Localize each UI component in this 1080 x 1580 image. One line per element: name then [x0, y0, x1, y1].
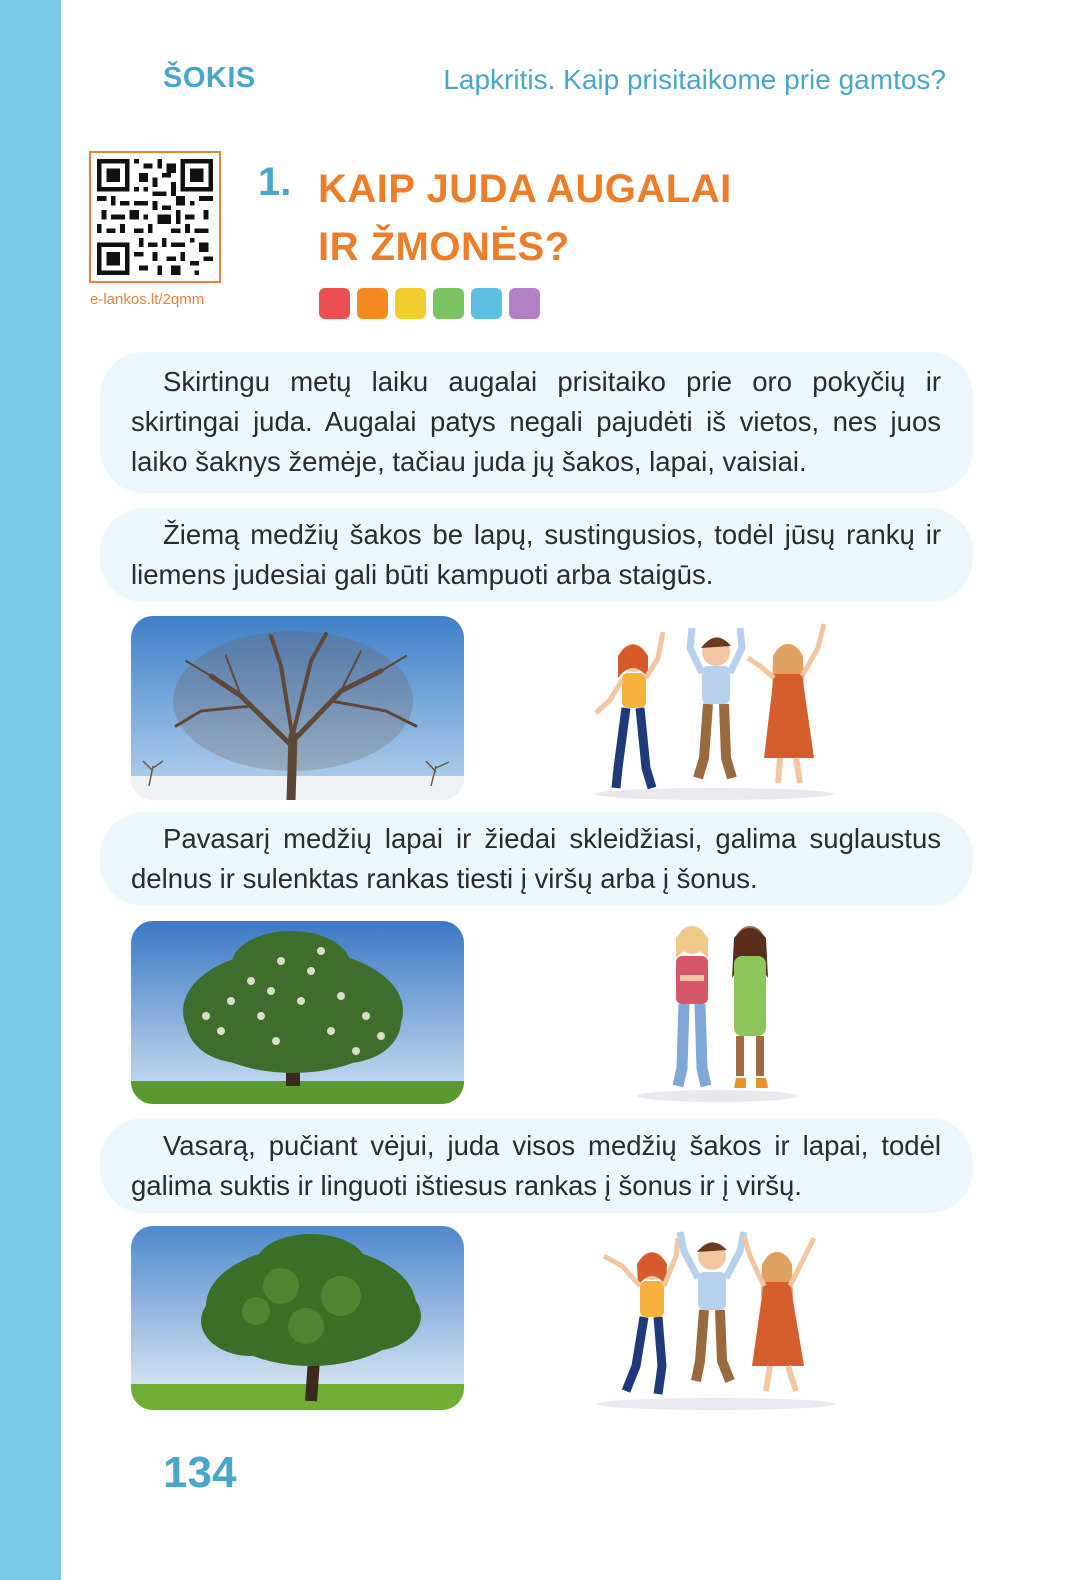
color-square-orange — [357, 288, 388, 319]
blooming-tree-image — [131, 921, 464, 1104]
color-square-blue — [471, 288, 502, 319]
color-squares — [319, 288, 540, 319]
winter-text: Žiemą medžių šakos be lapų, sustingusios, todėl jūsų rankų ir liemens judesiai gali būti kampuoti arba staigūs. — [131, 519, 941, 590]
winter-paragraph — [100, 508, 973, 602]
bare-tree-image — [131, 616, 464, 800]
leafy-tree-image — [131, 1226, 464, 1410]
winter-kids-illustration — [588, 618, 840, 802]
qr-code[interactable] — [89, 151, 221, 283]
lesson-number: 1. — [258, 160, 292, 204]
color-square-red — [319, 288, 350, 319]
lesson-title — [318, 160, 732, 276]
qr-code-icon — [97, 159, 213, 275]
spring-text: Pavasarį medžių lapai ir žiedai skleidžiasi, galima suglaustus delnus ir sulenktas rankas tiesti į viršų arba į šonus. — [131, 823, 941, 894]
page-number: 134 — [163, 1448, 237, 1497]
side-color-strip — [0, 0, 61, 1580]
color-square-purple — [509, 288, 540, 319]
spring-kids-illustration — [632, 918, 802, 1104]
intro-paragraph — [100, 352, 973, 493]
topic-header: Lapkritis. Kaip prisitaikome prie gamtos? — [443, 64, 946, 95]
winter-tree-photo — [131, 616, 464, 800]
intro-text: Skirtingu metų laiku augalai prisitaiko prie oro pokyčių ir skirtingai juda. Augalai patys negali pajudėti iš vietos, nes juos laiko šaknys žemėje, tačiau juda jų šakos, lapai, vaisiai. — [131, 366, 941, 477]
color-square-yellow — [395, 288, 426, 319]
spring-tree-photo — [131, 921, 464, 1104]
spring-paragraph — [100, 812, 973, 906]
summer-kids-illustration — [592, 1226, 840, 1412]
summer-paragraph — [100, 1118, 973, 1213]
kids-folded-arms-image — [632, 918, 802, 1104]
kids-angular-pose-image — [588, 618, 840, 802]
color-square-green — [433, 288, 464, 319]
lesson-title-line-1: KAIP JUDA AUGALAI — [318, 167, 732, 211]
subject-label: ŠOKIS — [163, 62, 256, 94]
summer-tree-photo — [131, 1226, 464, 1410]
kids-raised-arms-image — [592, 1226, 840, 1412]
summer-text: Vasarą, pučiant vėjui, juda visos medžių šakos ir lapai, todėl galima suktis ir linguoti ištiesus rankas į šonus ir į viršų. — [131, 1130, 941, 1201]
lesson-title-line-2: IR ŽMONĖS? — [318, 225, 570, 269]
qr-link[interactable]: e-lankos.lt/2qmm — [90, 291, 205, 308]
